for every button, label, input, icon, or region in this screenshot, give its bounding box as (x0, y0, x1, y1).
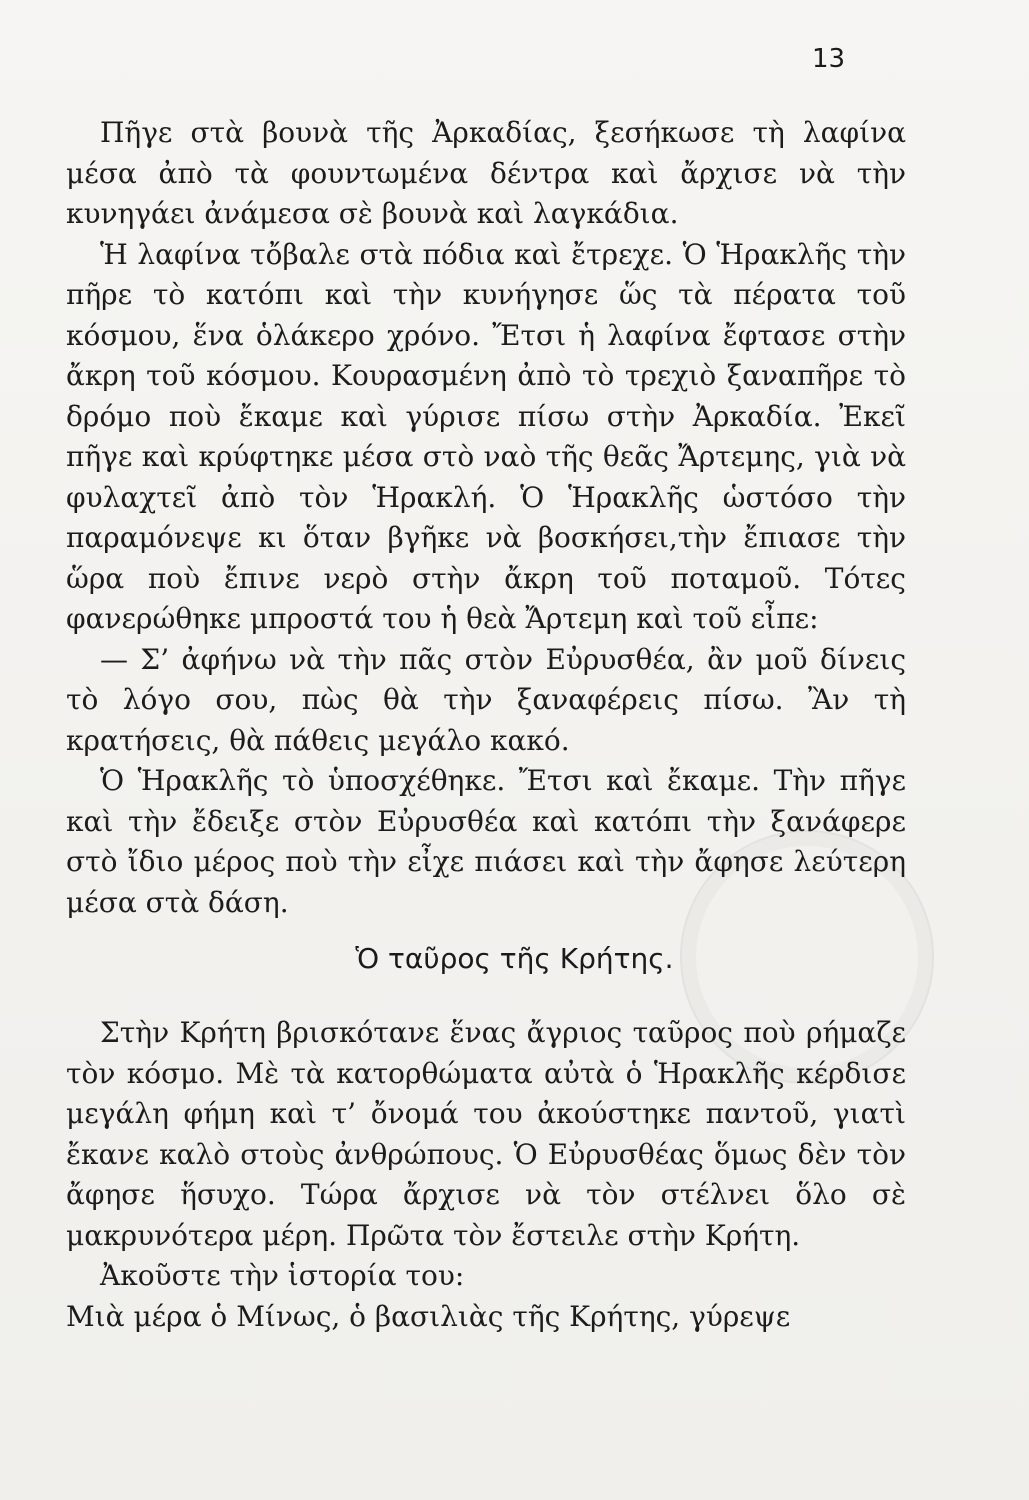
paragraph-dialogue: — Σ’ ἀφήνω νὰ τὴν πᾶς στὸν Εὐρυσθέα, ἂν μοῦ δίνεις τὸ λόγο σου, πὼς θὰ τὴν ξαναφέρεις πίσω. Ἂν τὴ κρατήσεις, θὰ πάθεις μεγάλο κακό. (66, 642, 906, 757)
paragraph: Ὁ Ἡρακλῆς τὸ ὑποσχέθηκε. Ἔτσι καὶ ἔκαμε. Τὴν πῆγε καὶ τὴν ἔδειξε στὸν Εὐρυσθέα καὶ κατόπι τὴν ξανάφερε στὸ ἴδιο μέρος ποὺ τὴν εἶχε πιάσει καὶ τὴν ἄφησε λεύτερη μέσα στὰ δάση. (66, 764, 906, 919)
paragraph: Ἡ λαφίνα τὄβαλε στὰ πόδια καὶ ἔτρεχε. Ὁ Ἡρακλῆς τὴν πῆρε τὸ κατόπι καὶ τὴν κυνήγησε ὥς τὰ πέρατα τοῦ κόσμου, ἕνα ὁλάκερο χρόνο. Ἔτσι ἡ λαφίνα ἔφτασε στὴν ἄκρη τοῦ κόσμου. Κουρασμένη ἀπὸ τὸ τρεχιὸ ξαναπῆρε τὸ δρόμο ποὺ ἔκαμε καὶ γύρισε πίσω στὴν Ἀρκαδία. Ἐκεῖ πῆγε καὶ κρύφτηκε μέσα στὸ ναὸ τῆς θεᾶς Ἄρτεμης, γιὰ νὰ φυλαχτεῖ ἀπὸ τὸν Ἡρακλή. Ὁ Ἡρακλῆς ὡστόσο τὴν παραμόνεψε κι ὅταν βγῆκε νὰ βοσκήσει,τὴν ἔπιασε τὴν ὥρα ποὺ ἔπινε νερὸ στὴν ἄκρη τοῦ ποταμοῦ. Τότες φανερώθηκε μπροστά του ἡ θεὰ Ἄρτεμη καὶ τοῦ εἶπε: (66, 237, 906, 635)
paragraph: Πῆγε στὰ βουνὰ τῆς Ἀρκαδίας, ξεσήκωσε τὴ λαφίνα μέσα ἀπὸ τὰ φουντωμένα δέντρα καὶ ἄρχισε νὰ τὴν κυνηγάει ἀνάμεσα σὲ βουνὰ καὶ λαγκάδια. (66, 116, 906, 230)
paragraph: Ἀκοῦστε τὴν ἱστορία του: (100, 1259, 465, 1292)
section-heading: Ὁ ταῦρος τῆς Κρήτης. (355, 942, 674, 975)
paragraph: Στὴν Κρήτη βρισκότανε ἕνας ἄγριος ταῦρος ποὺ ρήμαζε τὸν κόσμο. Μὲ τὰ κατορθώματα αὐτὰ ὁ Ἡρακλῆς κέρδισε μεγάλη φήμη καὶ τ’ ὄνομά του ἀκούστηκε παντοῦ, γιατὶ ἔκανε καλὸ στοὺς ἀνθρώπους. Ὁ Εὐρυσθέας ὅμως δὲν τὸν ἄφησε ἥσυχο. Τώρα ἄρχισε νὰ τὸν στέλνει ὅλο σὲ μακρυνότερα μέρη. Πρῶτα τὸν ἔστειλε στὴν Κρήτη. (66, 1016, 906, 1252)
paragraph: Μιὰ μέρα ὁ Μίνως, ὁ βασιλιὰς τῆς Κρήτης, γύρεψε (66, 1299, 791, 1333)
text-block-labyrinth-deer (66, 113, 906, 923)
text-block-cretan-bull (66, 1013, 906, 1337)
page-number: 13 (812, 44, 846, 74)
